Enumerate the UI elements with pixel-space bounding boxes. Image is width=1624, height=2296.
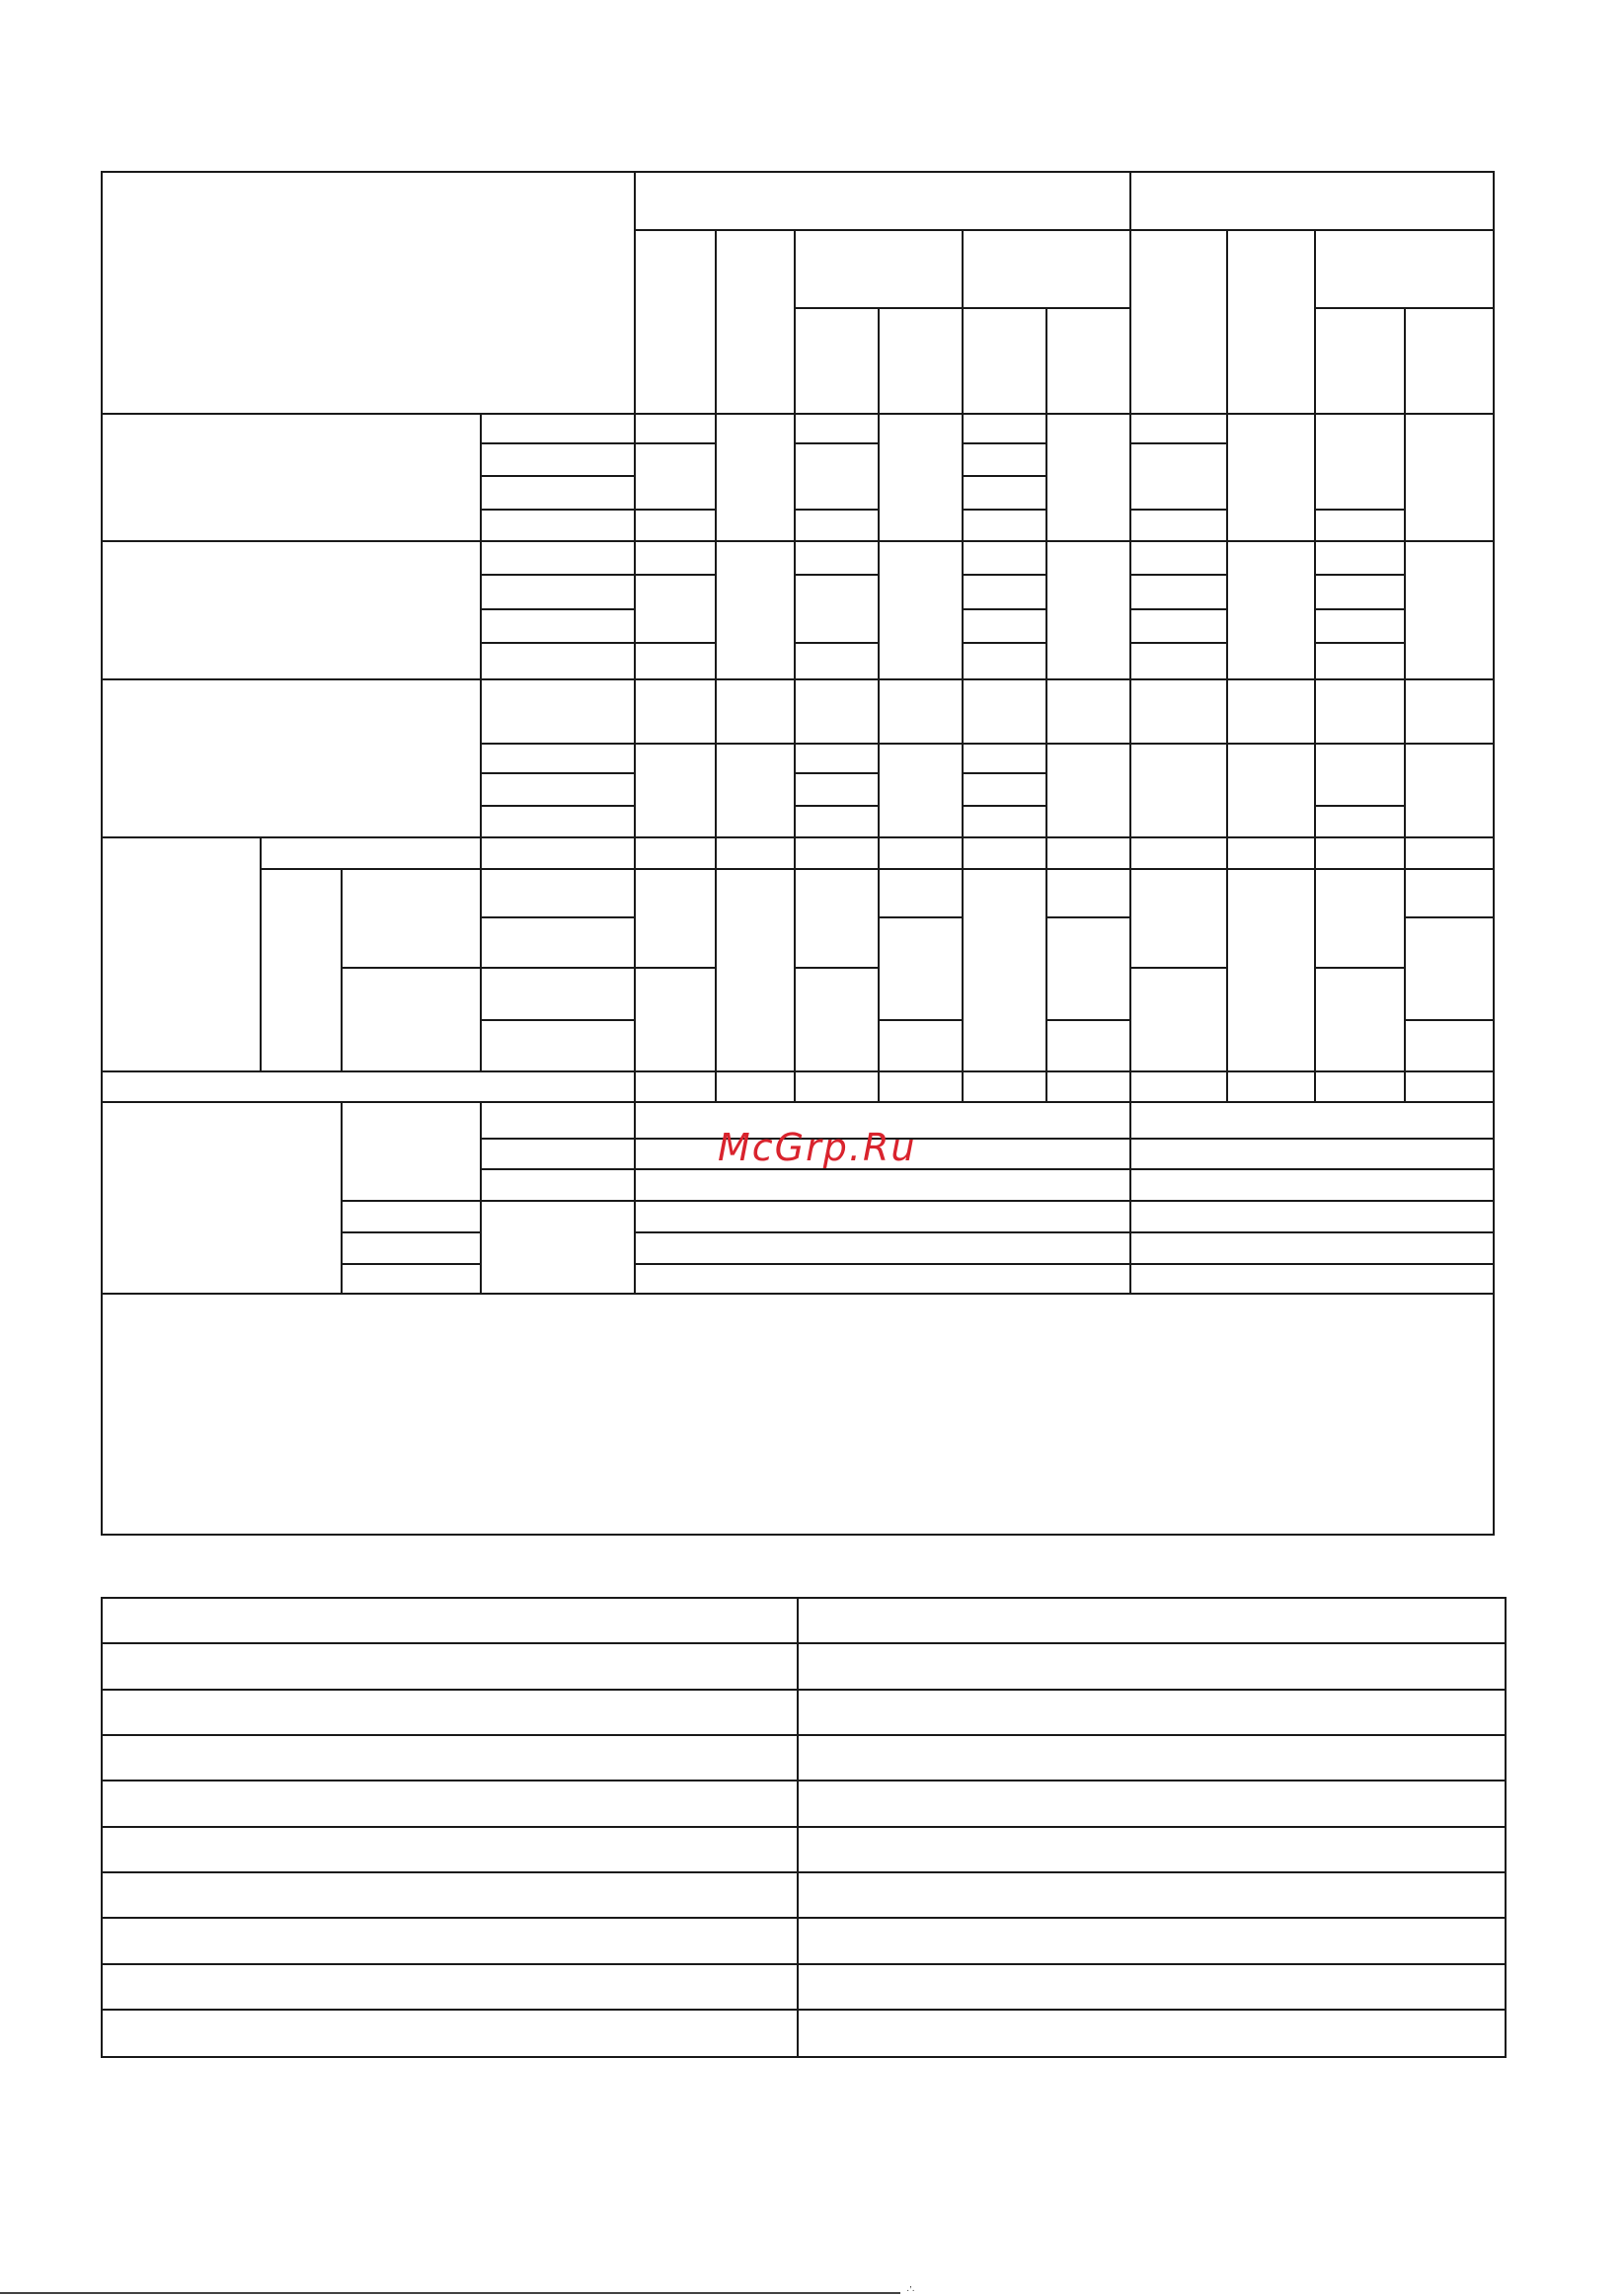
legend-table-header-band: [102, 1598, 1506, 1643]
footer-rule: [0, 2292, 900, 2294]
footer-marks: ·’·: [906, 2285, 915, 2296]
watermark-text: McGrp.Ru: [718, 1126, 917, 1169]
